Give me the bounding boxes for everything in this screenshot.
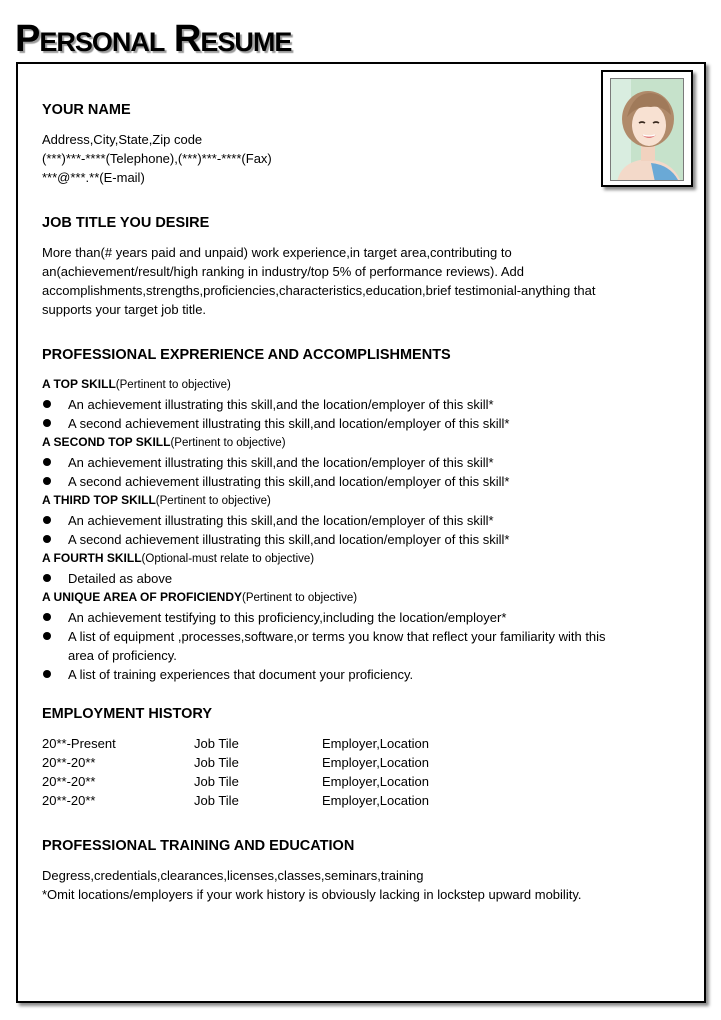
bullet-icon — [43, 400, 51, 408]
table-row — [42, 791, 642, 810]
list-item: A list of training experiences that document your proficiency. — [42, 665, 642, 684]
skill-note: (Pertinent to objective) — [155, 495, 271, 507]
job-summary — [42, 243, 595, 319]
skill-note: (Pertinent to objective) — [170, 437, 286, 449]
photo-frame — [601, 70, 693, 187]
list-item: An achievement illustrating this skill,and the location/employer of this skill* — [42, 395, 642, 414]
employment-dates: 20**-20** — [42, 755, 96, 770]
employment-employer: Employer,Location — [322, 755, 429, 770]
table-row — [42, 734, 642, 753]
contact-address: Address,City,State,Zip code — [42, 132, 203, 147]
list-item: An achievement testifying to this proficiency,including the location/employer* — [42, 608, 642, 627]
skill-title: A THIRD TOP SKILL(Pertinent to objective) — [42, 493, 271, 507]
employment-table — [42, 734, 642, 810]
education-line: Degress,credentials,clearances,licenses,classes,seminars,training — [42, 868, 424, 883]
skills-list — [42, 375, 642, 684]
skill-title: A FOURTH SKILL(Optional-must relate to objective) — [42, 551, 315, 565]
profile-photo — [610, 78, 684, 181]
bullet-icon — [43, 613, 51, 621]
bullet-icon — [43, 419, 51, 427]
list-item: A list of equipment ,processes,software,or terms you know that reflect your familiarity with this — [42, 627, 642, 646]
bullet-icon — [43, 574, 51, 582]
employment-title: Job Tile — [194, 774, 239, 789]
bullet-icon — [43, 632, 51, 640]
list-item: A second achievement illustrating this skill,and location/employer of this skill* — [42, 414, 642, 433]
bullet-icon — [43, 477, 51, 485]
job-title-heading: JOB TITLE YOU DESIRE — [42, 215, 210, 231]
skill-note: (Pertinent to objective) — [242, 592, 358, 604]
employment-heading: EMPLOYMENT HISTORY — [42, 706, 212, 722]
list-item-continuation: area of proficiency. — [68, 648, 177, 663]
skill-title: A SECOND TOP SKILL(Pertinent to objective) — [42, 435, 286, 449]
list-item: A second achievement illustrating this skill,and location/employer of this skill* — [42, 472, 642, 491]
employment-dates: 20**-Present — [42, 736, 116, 751]
table-row — [42, 772, 642, 791]
list-item: Detailed as above — [42, 569, 642, 588]
employment-dates: 20**-20** — [42, 774, 96, 789]
list-item: An achievement illustrating this skill,and the location/employer of this skill* — [42, 453, 642, 472]
bullet-icon — [43, 535, 51, 543]
education-heading: PROFESSIONAL TRAINING AND EDUCATION — [42, 838, 355, 854]
job-summary-line: supports your target job title. — [42, 302, 207, 317]
contact-block — [42, 130, 272, 187]
experience-heading: PROFESSIONAL EXPRERIENCE AND ACCOMPLISHMENTS — [42, 347, 451, 363]
skill-note: (Pertinent to objective) — [115, 379, 231, 391]
employment-employer: Employer,Location — [322, 774, 429, 789]
employment-title: Job Tile — [194, 793, 239, 808]
contact-email: ***@***.**(E-mail) — [42, 170, 145, 185]
page-title: Personal Resume — [15, 18, 292, 60]
employment-employer: Employer,Location — [322, 736, 429, 751]
employment-title: Job Tile — [194, 736, 239, 751]
employment-dates: 20**-20** — [42, 793, 96, 808]
job-summary-line: an(achievement/result/high ranking in industry/top 5% of performance reviews). Add — [42, 264, 524, 279]
education-block — [42, 866, 581, 904]
contact-phone-fax: (***)***-****(Telephone),(***)***-****(Fax) — [42, 151, 272, 166]
bullet-icon — [43, 516, 51, 524]
skill-note: (Optional-must relate to objective) — [141, 553, 315, 565]
skill-title: A TOP SKILL(Pertinent to objective) — [42, 377, 231, 391]
skill-title: A UNIQUE AREA OF PROFICIENDY(Pertinent to objective) — [42, 590, 358, 604]
bullet-icon — [43, 670, 51, 678]
name-heading: YOUR NAME — [42, 102, 131, 118]
list-item: A second achievement illustrating this skill,and location/employer of this skill* — [42, 530, 642, 549]
table-row — [42, 753, 642, 772]
job-summary-line: More than(# years paid and unpaid) work experience,in target area,contributing to — [42, 245, 512, 260]
bullet-icon — [43, 458, 51, 466]
list-item: An achievement illustrating this skill,and the location/employer of this skill* — [42, 511, 642, 530]
employment-employer: Employer,Location — [322, 793, 429, 808]
employment-title: Job Tile — [194, 755, 239, 770]
education-note: *Omit locations/employers if your work history is obviously lacking in lockstep upward mobility. — [42, 887, 582, 902]
job-summary-line: accomplishments,strengths,proficiencies,characteristics,education,brief testimonial-anything that — [42, 283, 596, 298]
